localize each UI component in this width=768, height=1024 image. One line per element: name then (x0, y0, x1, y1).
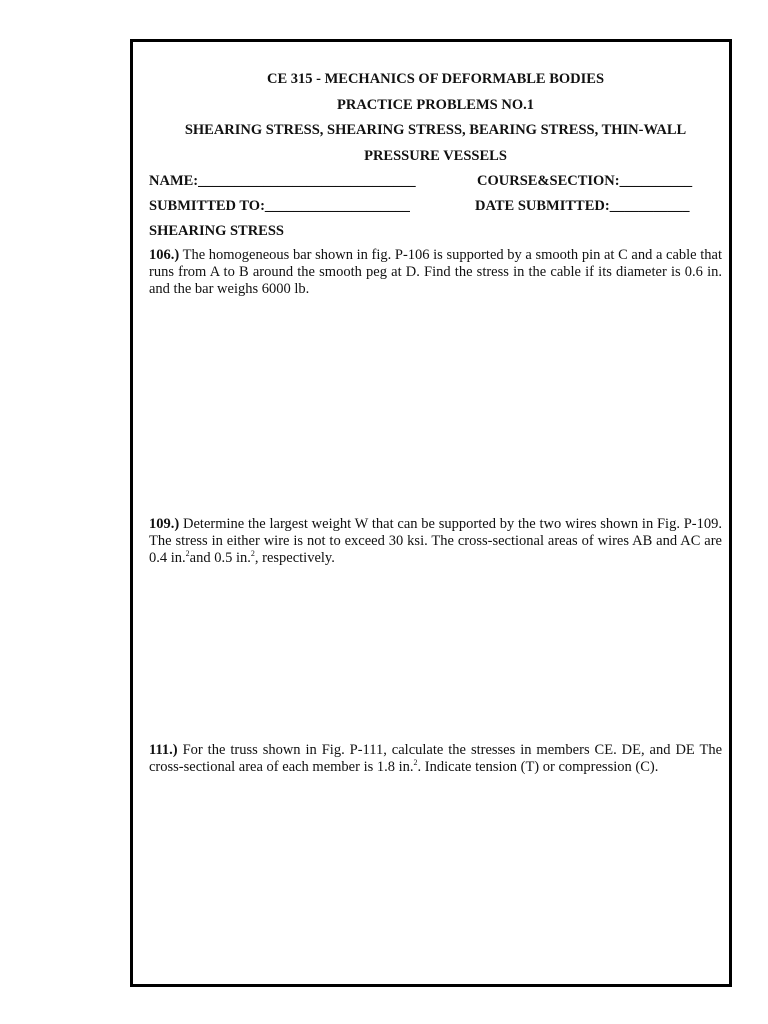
submitted-to-field (149, 197, 410, 215)
course-section-field (477, 172, 692, 190)
date-submitted-field (475, 197, 689, 215)
date-submitted-blank: ___________ (609, 198, 690, 214)
page-border (130, 39, 732, 987)
problem-109 (149, 516, 722, 567)
name-blank: ______________________________ (198, 173, 416, 189)
date-submitted-label: DATE SUBMITTED: (475, 198, 610, 214)
problem-number: 109.) (149, 516, 180, 532)
problem-text-c: , respectively. (254, 550, 335, 566)
problem-number: 111.) (149, 742, 178, 758)
superscript: 2 (250, 549, 255, 558)
course-title: CE 315 - MECHANICS OF DEFORMABLE BODIES (266, 71, 605, 87)
course-section-label: COURSE&SECTION: (477, 173, 620, 189)
problem-106 (149, 247, 722, 298)
problem-text-b: and 0.5 in. (189, 550, 251, 566)
superscript: 2 (413, 758, 418, 767)
problem-text: The homogeneous bar shown in fig. P-106 is supported by a smooth pin at C and a cable that runs from A to B around the smooth peg at D. Find the stress in the cable if its diameter is 0.6 in. and the bar weighs 6000 lb. (149, 247, 722, 297)
problem-111 (149, 742, 722, 776)
problem-number: 106.) (149, 247, 180, 263)
practice-title: PRACTICE PROBLEMS NO.1 (337, 97, 534, 113)
name-field (149, 172, 416, 190)
name-label: NAME: (149, 173, 199, 189)
topics-line-1: SHEARING STRESS, SHEARING STRESS, BEARING STRESS, THIN-WALL (184, 122, 687, 138)
superscript: 2 (185, 549, 190, 558)
submitted-to-label: SUBMITTED TO: (149, 198, 265, 214)
problem-text-b: . Indicate tension (T) or compression (C). (417, 759, 659, 775)
course-section-blank: __________ (619, 173, 693, 189)
section-heading: SHEARING STRESS (149, 223, 284, 239)
submitted-to-blank: ____________________ (264, 198, 410, 214)
problem-text-a: For the truss shown in Fig. P-111, calculate the stresses in members CE. DE, and DE The cross-sectional area of each member is 1.8 in. (149, 742, 723, 775)
problem-text-a: Determine the largest weight W that can be supported by the two wires shown in Fig. P-109. The stress in either wire is not to exceed 30 ksi. The cross-sectional areas of wires AB and AC are 0.4 in. (149, 516, 722, 566)
topics-line-2: PRESSURE VESSELS (364, 148, 507, 164)
